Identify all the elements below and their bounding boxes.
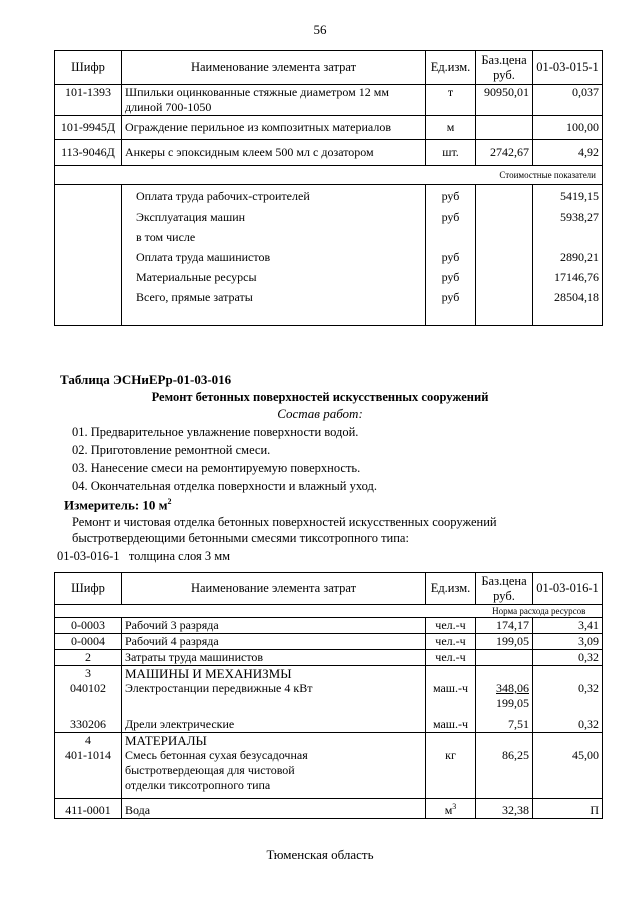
composition-label: Состав работ: xyxy=(277,406,363,421)
cell-price: 32,38 xyxy=(476,798,533,818)
cell-name: Затраты труда машинистов xyxy=(122,650,426,666)
work-step: 03. Нанесение смеси на ремонтируемую поверхность. xyxy=(72,461,361,475)
cell-price xyxy=(476,650,533,666)
cell-unit: шт. xyxy=(426,140,476,166)
description-line: Ремонт и чистовая отделка бетонных поверхностей искусственных сооружений xyxy=(72,515,497,529)
cost-value: 17146,76 xyxy=(533,268,603,288)
table-row xyxy=(55,618,603,634)
footer-region: Тюменская область xyxy=(266,847,374,862)
price-value: 348,06 xyxy=(496,681,529,695)
col-header-unit: Ед.изм. xyxy=(426,573,476,605)
measure-label xyxy=(64,497,172,513)
cell-unit: т xyxy=(426,85,476,116)
table-subtitle: Ремонт бетонных поверхностей искусственных сооружений xyxy=(151,390,489,404)
cost-name: Эксплуатация машин xyxy=(122,208,426,228)
norm-code: 01-03-016-1 xyxy=(57,549,120,563)
table-row xyxy=(55,140,603,166)
cell-code: 330206 xyxy=(55,717,122,733)
cell-value: 45,00 xyxy=(533,748,603,798)
unit-text: м xyxy=(444,802,453,817)
col-header-code: Шифр xyxy=(55,51,122,85)
cell-code: 0-0004 xyxy=(55,634,122,650)
cost-value: 28504,18 xyxy=(533,288,603,326)
cell-name: Вода xyxy=(122,798,426,818)
measure-text: Измеритель: 10 м xyxy=(64,497,168,513)
cell-unit: кг xyxy=(426,748,476,798)
cost-name: в том числе xyxy=(122,228,426,248)
table-row xyxy=(55,717,603,733)
cost-value: 2890,21 xyxy=(533,248,603,268)
cell-value: 0,32 xyxy=(533,717,603,733)
col-header-norm: 01-03-016-1 xyxy=(533,573,603,605)
work-step: 01. Предварительное увлажнение поверхности водой. xyxy=(72,425,359,439)
col-header-norm: 01-03-015-1 xyxy=(533,51,603,85)
cost-unit: руб xyxy=(426,185,476,208)
cell-code: 113-9046Д xyxy=(55,140,122,166)
table-row xyxy=(55,116,603,140)
cell-price: 7,51 xyxy=(476,717,533,733)
cell-name: Ограждение перильное из композитных материалов xyxy=(122,116,426,140)
col-header-unit: Ед.изм. xyxy=(426,51,476,85)
cell-code: 3 xyxy=(55,666,122,682)
cell-unit: чел.-ч xyxy=(426,618,476,634)
cell-name: Шпильки оцинкованные стяжные диаметром 12 мм длиной 700-1050 xyxy=(122,85,426,116)
cost-name: Материальные ресурсы xyxy=(122,268,426,288)
cell-unit xyxy=(426,798,476,818)
cost-row xyxy=(55,185,603,208)
section-row xyxy=(55,666,603,682)
cell-price: 2742,67 xyxy=(476,140,533,166)
cell-code: 2 xyxy=(55,650,122,666)
cell-name: Дрели электрические xyxy=(122,717,426,733)
col-header-name: Наименование элемента затрат xyxy=(122,51,426,85)
cell-price: 199,05 xyxy=(476,634,533,650)
cost-value: 5938,27 xyxy=(533,208,603,228)
section-label: Стоимостные показатели xyxy=(55,166,603,185)
unit-sup: 3 xyxy=(452,801,457,811)
table-row xyxy=(55,85,603,116)
work-step: 04. Окончательная отделка поверхности и влажный уход. xyxy=(72,479,377,493)
table-row xyxy=(55,798,603,818)
cell-code: 411-0001 xyxy=(55,798,122,818)
cell-price xyxy=(476,681,533,717)
cost-name: Всего, прямые затраты xyxy=(122,288,426,326)
cell-value: 0,32 xyxy=(533,650,603,666)
cell-value: 0,32 xyxy=(533,681,603,717)
cost-unit: руб xyxy=(426,288,476,326)
cell-unit: маш.-ч xyxy=(426,717,476,733)
table-title: Таблица ЭСНиЕРр-01-03-016 xyxy=(60,372,232,387)
work-step: 02. Приготовление ремонтной смеси. xyxy=(72,443,271,457)
cell-value: 3,41 xyxy=(533,618,603,634)
norm-code-desc: толщина слоя 3 мм xyxy=(128,549,231,563)
cell-name: Рабочий 3 разряда xyxy=(122,618,426,634)
section-row xyxy=(55,733,603,749)
cell-value: 3,09 xyxy=(533,634,603,650)
cell-name: Рабочий 4 разряда xyxy=(122,634,426,650)
cost-row xyxy=(55,208,603,228)
cell-price xyxy=(476,116,533,140)
cell-unit: м xyxy=(426,116,476,140)
cell-code: 101-9945Д xyxy=(55,116,122,140)
cost-row xyxy=(55,288,603,326)
description-line: быстротвердеющими бетонными смесями тиксотропного типа: xyxy=(72,531,409,545)
table-row xyxy=(55,748,603,798)
cost-row xyxy=(55,248,603,268)
page-number: 56 xyxy=(313,22,327,37)
cell-price: 90950,01 xyxy=(476,85,533,116)
cost-row xyxy=(55,228,603,248)
cell-name: МАТЕРИАЛЫ xyxy=(122,733,426,749)
cost-table-1 xyxy=(54,50,603,326)
col-header-price: Баз.цена руб. xyxy=(476,573,533,605)
col-header-code: Шифр xyxy=(55,573,122,605)
cell-unit: чел.-ч xyxy=(426,634,476,650)
cell-unit: чел.-ч xyxy=(426,650,476,666)
cell-price: 86,25 xyxy=(476,748,533,798)
cell-name: Анкеры с эпоксидным клеем 500 мл с дозатором xyxy=(122,140,426,166)
cell-code: 040102 xyxy=(55,681,122,717)
cell-unit: маш.-ч xyxy=(426,681,476,717)
cell-value: 0,037 xyxy=(533,85,603,116)
cost-unit: руб xyxy=(426,208,476,228)
table-row xyxy=(55,634,603,650)
col-header-name: Наименование элемента затрат xyxy=(122,573,426,605)
resource-table-2 xyxy=(54,572,603,819)
cost-row xyxy=(55,268,603,288)
cost-name: Оплата труда машинистов xyxy=(122,248,426,268)
cell-code: 401-1014 xyxy=(55,748,122,798)
cell-name: Электростанции передвижные 4 кВт xyxy=(122,681,426,717)
cell-name: Смесь бетонная сухая безусадочная быстротвердеющая для чистовой отделки тиксотропного типа xyxy=(122,748,426,798)
col-header-price: Баз.цена руб. xyxy=(476,51,533,85)
cell-price: 174,17 xyxy=(476,618,533,634)
table-row xyxy=(55,650,603,666)
price-value-2: 199,05 xyxy=(496,696,529,710)
cell-value: 4,92 xyxy=(533,140,603,166)
cell-value: П xyxy=(533,798,603,818)
norm-code-line xyxy=(57,549,230,564)
cost-unit: руб xyxy=(426,268,476,288)
cost-unit: руб xyxy=(426,248,476,268)
cell-name: МАШИНЫ И МЕХАНИЗМЫ xyxy=(122,666,426,682)
cost-value: 5419,15 xyxy=(533,185,603,208)
cell-value: 100,00 xyxy=(533,116,603,140)
norm-label: Норма расхода ресурсов xyxy=(476,605,603,618)
cell-code: 4 xyxy=(55,733,122,749)
cost-name: Оплата труда рабочих-строителей xyxy=(122,185,426,208)
measure-sup: 2 xyxy=(167,497,172,506)
table-row xyxy=(55,681,603,717)
cell-code: 101-1393 xyxy=(55,85,122,116)
cell-code: 0-0003 xyxy=(55,618,122,634)
